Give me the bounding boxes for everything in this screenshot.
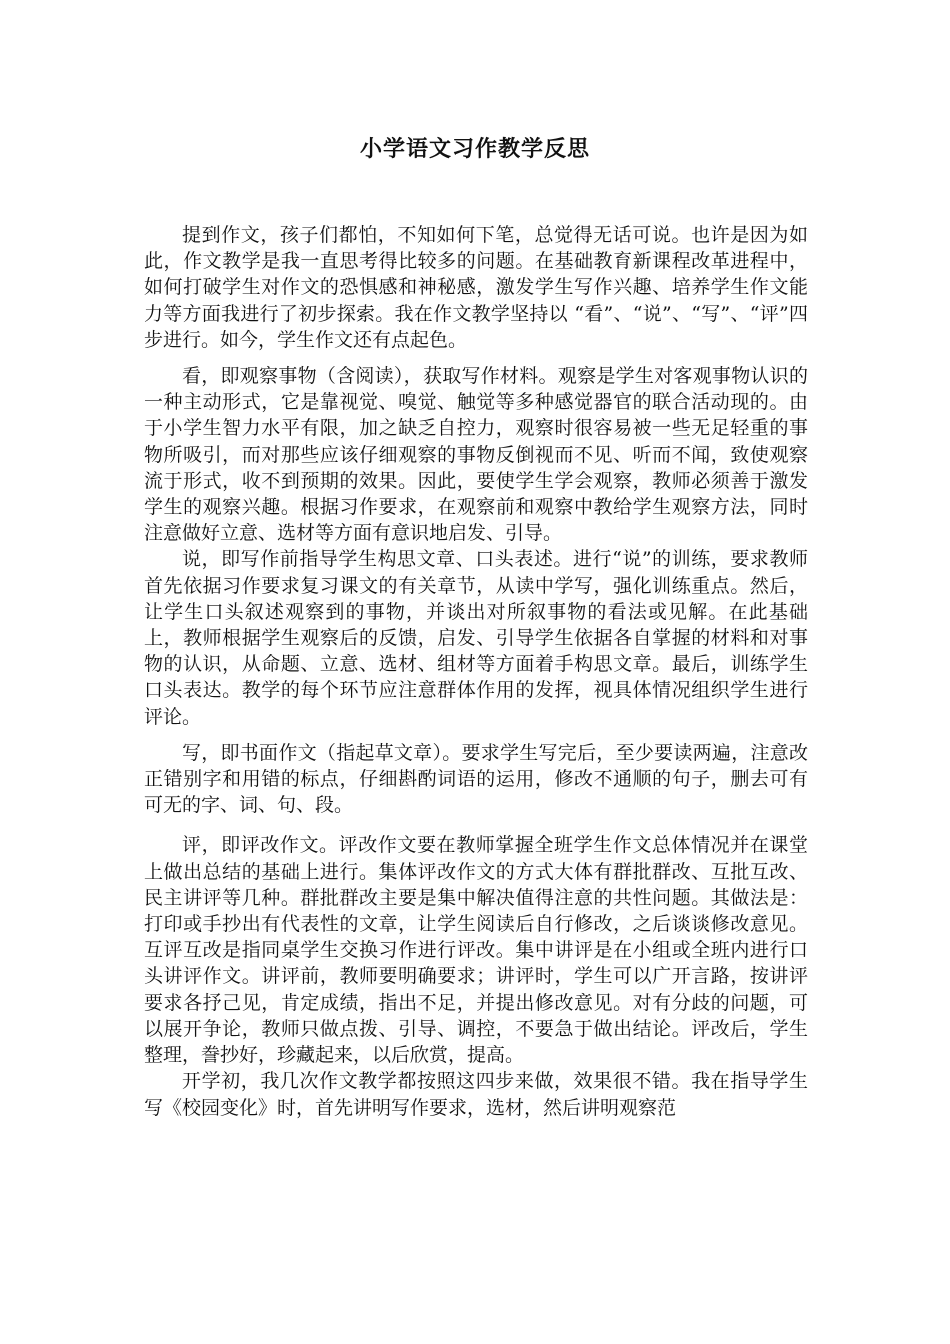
paragraph-practice: 开学初，我几次作文教学都按照这四步来做，效果很不错。我在指导学生写《校园变化》时，首先讲明写作要求，选材，然后讲明观察范 (144, 1070, 808, 1119)
document-title: 小学语文习作教学反思 (359, 136, 590, 162)
document-body (144, 222, 808, 1121)
paragraph-speak: 说，即写作前指导学生构思文章、口头表述。进行“说”的训练，要求教师首先依据习作要求复习课文的有关章节，从读中学写，强化训练重点。然后，让学生口头叙述观察到的事物，并谈出对所叙事物的看法或见解。在此基础上，教师根据学生观察后的反馈，启发、引导学生依据各自掌握的材料和对事物的认识，从命题、立意、选材、组材等方面着手构思文章。最后，训练学生口头表达。教学的每个环节应注意群体作用的发挥，视具体情况组织学生进行评论。 (144, 548, 808, 728)
paragraph-observe: 看，即观察事物（含阅读），获取写作材料。观察是学生对客观事物认识的一种主动形式，它是靠视觉、嗅觉、触觉等多种感觉器官的联合活动现的。由于小学生智力水平有限，加之缺乏自控力，观察时很容易被一些无足轻重的事物所吸引，而对那些应该仔细观察的事物反倒视而不见、听而不闻，致使观察流于形式，收不到预期的效果。因此，要使学生学会观察，教师必须善于激发学生的观察兴趣。根据习作要求，在观察前和观察中教给学生观察方法，同时注意做好立意、选材等方面有意识地启发、引导。 (144, 365, 808, 545)
paragraph-review: 评，即评改作文。评改作文要在教师掌握全班学生作文总体情况并在课堂上做出总结的基础上进行。集体评改作文的方式大体有群批群改、互批互改、民主讲评等几种。群批群改主要是集中解决值得注意的共性问题。其做法是：打印或手抄出有代表性的文章，让学生阅读后自行修改，之后谈谈修改意见。互评互改是指同桌学生交换习作进行评改。集中讲评是在小组或全班内进行口头讲评作文。讲评前，教师要明确要求；讲评时，学生可以广开言路，按讲评要求各抒己见，肯定成绩，指出不足，并提出修改意见。对有分歧的问题，可以展开争论，教师只做点拨、引导、调控，不要急于做出结论。评改后，学生整理，誊抄好，珍藏起来，以后欣赏，提高。 (144, 834, 808, 1067)
paragraph-write: 写，即书面作文（指起草文章）。要求学生写完后，至少要读两遍，注意改正错别字和用错的标点，仔细斟酌词语的运用，修改不通顺的句子，删去可有可无的字、词、句、段。 (144, 741, 808, 817)
paragraph-intro: 提到作文，孩子们都怕，不知如何下笔，总觉得无话可说。也许是因为如此，作文教学是我一直思考得比较多的问题。在基础教育新课程改革进程中，如何打破学生对作文的恐惧感和神秘感，激发学生写作兴趣、培养学生作文能力等方面我进行了初步探索。我在作文教学坚持以 “看”、“说”、“写”、“评”四步进行。如今，学生作文还有点起色。 (144, 224, 808, 351)
